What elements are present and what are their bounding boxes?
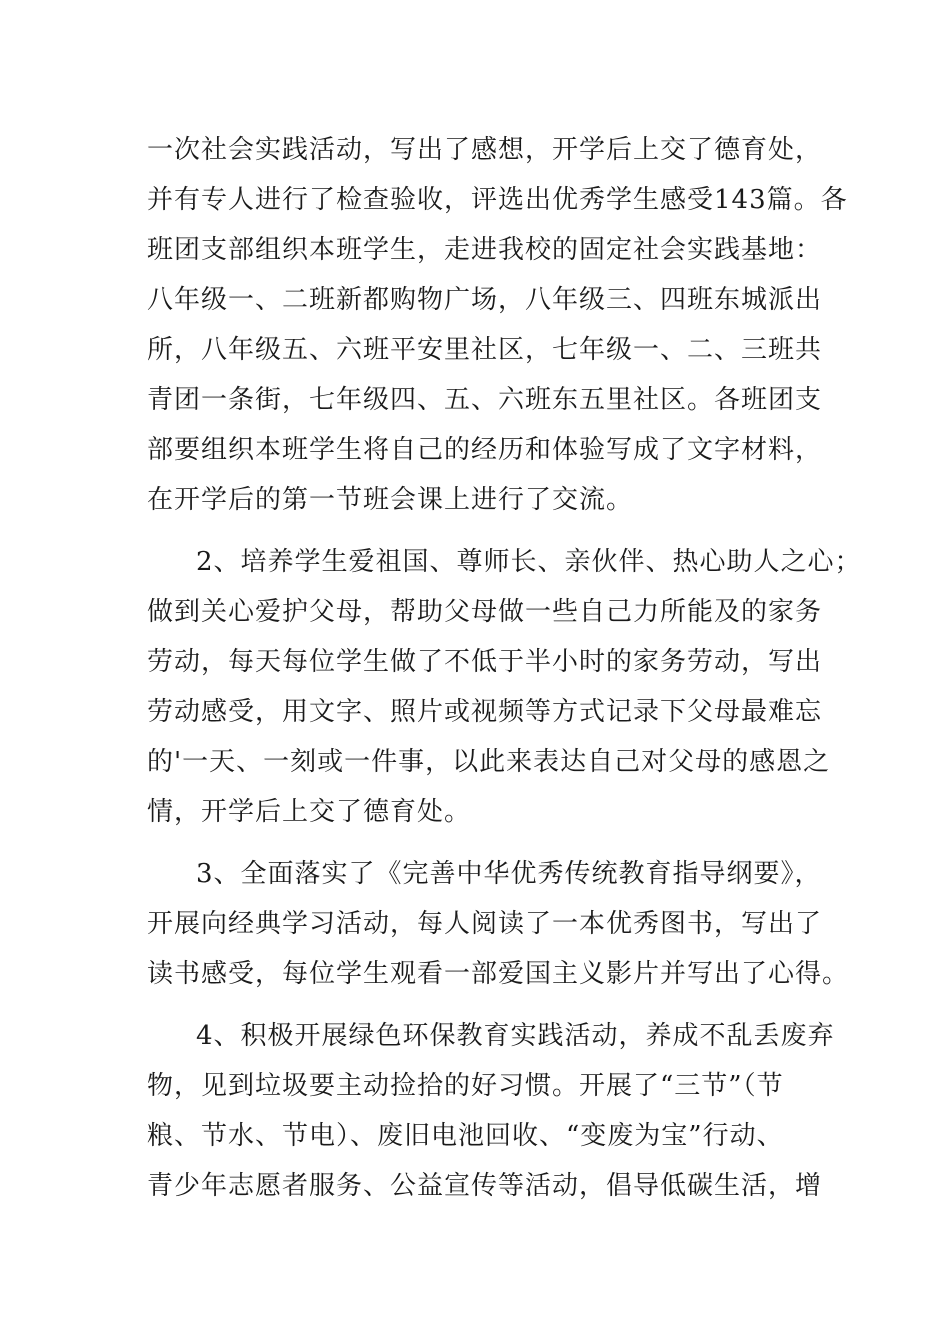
paragraph-first-line: 2、培养学生爱祖国、尊师长、亲伙伴、热心助人之心； (196, 547, 862, 577)
text-line: 班团支部组织本班学生，走进我校的固定社会实践基地： (147, 235, 823, 265)
text-line: 青团一条街，七年级四、五、六班东五里社区。各班团支 (147, 385, 823, 415)
text-line: 粮、节水、节电）、废旧电池回收、“变废为宝”行动、 (147, 1121, 784, 1151)
text-line: 八年级一、二班新都购物广场，八年级三、四班东城派出 (147, 285, 823, 315)
text-line: 青少年志愿者服务、公益宣传等活动，倡导低碳生活，增 (147, 1171, 823, 1201)
text-line: 开展向经典学习活动，每人阅读了一本优秀图书，写出了 (147, 909, 823, 939)
text-line: 部要组织本班学生将自己的经历和体验写成了文字材料， (147, 435, 823, 465)
text-line: 并有专人进行了检查验收，评选出优秀学生感受143篇。各 (147, 185, 848, 215)
text-line: 在开学后的第一节班会课上进行了交流。 (147, 485, 634, 515)
text-line: 劳动，每天每位学生做了不低于半小时的家务劳动，写出 (147, 647, 823, 677)
text-line: 一次社会实践活动，写出了感想，开学后上交了德育处， (147, 135, 823, 165)
text-line: 情，开学后上交了德育处。 (147, 797, 472, 827)
paragraph-first-line: 3、全面落实了《完善中华优秀传统教育指导纲要》， (196, 859, 822, 889)
text-line: 做到关心爱护父母，帮助父母做一些自己力所能及的家务 (147, 597, 823, 627)
paragraph-first-line: 4、积极开展绿色环保教育实践活动，养成不乱丢废弃 (196, 1021, 835, 1051)
text-line: 所，八年级五、六班平安里社区，七年级一、二、三班共 (147, 335, 823, 365)
text-line: 读书感受，每位学生观看一部爱国主义影片并写出了心得。 (147, 959, 850, 989)
text-line: 的'一天、一刻或一件事，以此来表达自己对父母的感恩之 (147, 747, 831, 777)
text-line: 物，见到垃圾要主动捡拾的好习惯。开展了“三节”（节 (147, 1071, 784, 1101)
text-line: 劳动感受，用文字、照片或视频等方式记录下父母最难忘 (147, 697, 823, 727)
